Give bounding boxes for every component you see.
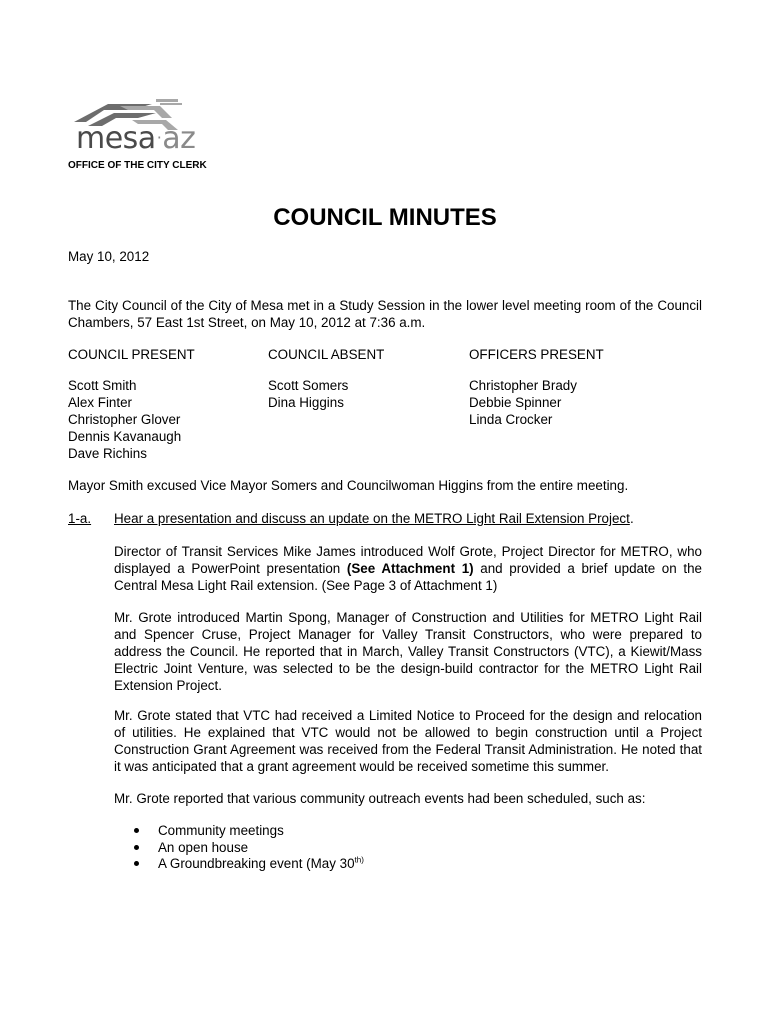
excused-statement: Mayor Smith excused Vice Mayor Somers and Councilwoman Higgins from the entire meeting. (68, 478, 629, 493)
officers-present-heading: OFFICERS PRESENT (469, 347, 604, 362)
paragraph-grote-intro: Mr. Grote introduced Martin Spong, Manager of Construction and Utilities for METRO Light Rail and Spencer Cruse, Project Manager for Valley Transit Constructors, who were prepared to address the Council. He reported that in March, Valley Transit Constructors (VTC), a Kiewit/Mass Electric Joint Venture, was selected to be the design-build contractor for the METRO Light Rail Extension Project. (114, 610, 702, 693)
meeting-date: May 10, 2012 (68, 249, 150, 264)
present-name: Dave Richins (68, 446, 147, 461)
p1-text-b: and provided a brief update on the Central Mesa Light Rail extension. (See Page 3 of Attachment 1) (114, 561, 702, 593)
present-name: Scott Smith (68, 378, 137, 393)
logo-text-main: mesa (76, 121, 156, 156)
absent-name: Dina Higgins (268, 395, 344, 410)
agenda-item-title-wrap (114, 510, 630, 527)
list-item (114, 822, 364, 839)
p1-text-a: Director of Transit Services Mike James introduced Wolf Grote, Project Director for METRO, who displayed a PowerPoint presentation (114, 544, 702, 576)
page-title (0, 204, 770, 232)
list-item (114, 839, 364, 856)
present-name: Christopher Glover (68, 412, 181, 427)
present-name: Alex Finter (68, 395, 132, 410)
page-title-text: COUNCIL MINUTES (273, 204, 497, 231)
officers-present-column (469, 346, 604, 428)
council-present-heading: COUNCIL PRESENT (68, 347, 195, 362)
agenda-item-title: Hear a presentation and discuss an update on the METRO Light Rail Extension Project (114, 511, 630, 526)
bullet-text: Community meetings (158, 823, 284, 838)
council-absent-heading: COUNCIL ABSENT (268, 347, 385, 362)
officer-name: Linda Crocker (469, 412, 553, 427)
logo-text-suffix: az (162, 121, 196, 156)
officer-name: Debbie Spinner (469, 395, 562, 410)
absent-name: Scott Somers (268, 378, 349, 393)
office-label: OFFICE OF THE CITY CLERK (68, 160, 207, 171)
paragraph-director-intro (114, 543, 702, 594)
council-present-column (68, 346, 195, 462)
intro-paragraph: The City Council of the City of Mesa met in a Study Session in the lower level meeting room of the Council Chambers, 57 East 1st Street, on May 10, 2012 at 7:36 a.m. (68, 298, 702, 330)
officer-name: Christopher Brady (469, 378, 577, 393)
bullet-superscript: th) (354, 855, 364, 865)
bullet-text: A Groundbreaking event (May 30 (158, 856, 355, 871)
agenda-item-number: 1-a. (68, 511, 92, 526)
bullet-text: An open house (158, 839, 249, 855)
list-item (114, 855, 364, 872)
attachment-reference: (See Attachment 1) (346, 561, 474, 576)
paragraph-outreach: Mr. Grote reported that various community outreach events had been scheduled, such as: (114, 791, 646, 806)
paragraph-grote-vtc: Mr. Grote stated that VTC had received a Limited Notice to Proceed for the design and relocation of utilities. He explained that VTC would not be allowed to begin construction until a Project Construction Grant Agreement was received from the Federal Transit Administration. He noted that it was anticipated that a grant agreement would be received sometime this summer. (114, 708, 702, 774)
council-absent-column (268, 346, 384, 411)
logo-text-dot: · (156, 127, 162, 147)
agenda-item-title-period: . (630, 511, 634, 526)
present-name: Dennis Kavanaugh (68, 429, 182, 444)
outreach-events-list (114, 822, 364, 872)
logo-wordmark (76, 122, 195, 157)
